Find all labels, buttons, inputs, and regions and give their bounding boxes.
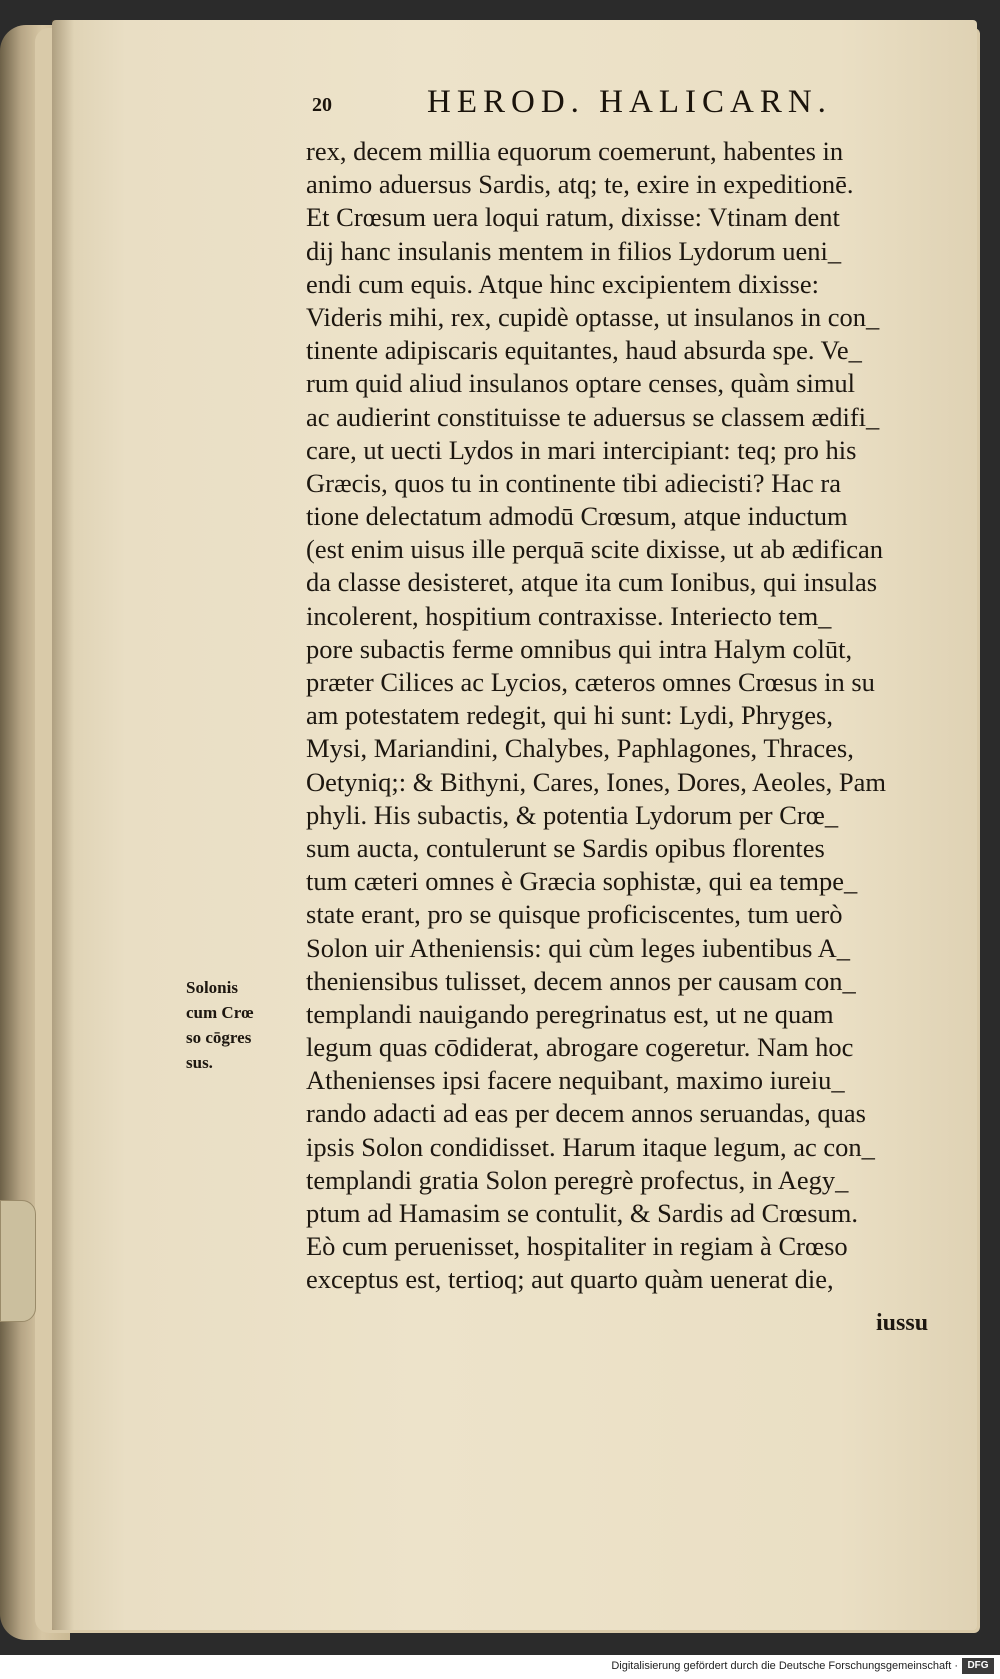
text-line: rex, decem millia equorum coemerunt, habentes in xyxy=(306,136,844,166)
text-line: endi cum equis. Atque hinc excipientem dixisse: xyxy=(306,268,819,299)
margin-note-line: Solonis xyxy=(186,978,238,997)
text-line: animo aduersus Sardis, atq; te, exire in expeditionē. xyxy=(306,169,854,200)
text-line: rando adacti ad eas per decem annos seruandas, quas xyxy=(306,1098,866,1129)
text-line: Oetyniq;: & Bithyni, Cares, Iones, Dores, Aeoles, Pam xyxy=(306,766,886,797)
page-tab xyxy=(0,1200,36,1322)
text-line: templandi gratia Solon peregrè profectus, in Aegy_ xyxy=(306,1164,849,1195)
text-line: Solon uir Atheniensis: qui cùm leges iubentibus A_ xyxy=(306,932,850,963)
margin-note-line: so cōgres xyxy=(186,1028,252,1047)
text-line: Græcis, quos tu in continente tibi adiecisti? Hac ra xyxy=(306,467,842,498)
folio-number: 20 xyxy=(312,94,332,116)
text-line: state erant, pro se quisque proficiscentes, tum uerò xyxy=(306,899,843,930)
catchword: iussu xyxy=(876,1310,929,1336)
text-line: pore subactis ferme omnibus qui intra Halym colūt, xyxy=(306,633,853,664)
text-line: ac audierint constituisse te aduersus se classem ædifi_ xyxy=(306,401,880,432)
text-line: rum quid aliud insulanos optare censes, quàm simul xyxy=(306,368,856,399)
text-line: sum aucta, contulerunt se Sardis opibus florentes xyxy=(306,832,825,863)
running-title: HEROD. HALICARN. xyxy=(427,84,832,120)
text-line: theniensibus tulisset, decem annos per causam con_ xyxy=(306,965,856,996)
text-line: Athenienses ipsi facere nequibant, maximo iureiu_ xyxy=(306,1065,845,1096)
text-line: Videris mihi, rex, cupidè optasse, ut insulanos in con_ xyxy=(306,301,880,332)
text-line: phyli. His subactis, & potentia Lydorum per Crœ_ xyxy=(306,799,839,830)
text-line: templandi nauigando peregrinatus est, ut ne quam xyxy=(306,998,834,1029)
text-line: præter Cilices ac Lycios, cæteros omnes Crœsus in su xyxy=(306,667,875,697)
footer-bar xyxy=(0,1655,1000,1679)
dfg-logo: DFG xyxy=(962,1658,994,1674)
text-line: tum cæteri omnes è Græcia sophistæ, qui ea tempe_ xyxy=(306,866,858,897)
text-line: Mysi, Mariandini, Chalybes, Paphlagones, Thraces, xyxy=(306,733,854,764)
text-line: ipsis Solon condidisset. Harum itaque legum, ac con_ xyxy=(306,1131,875,1162)
spine-shadow xyxy=(52,20,74,1630)
text-line: Et Crœsum uera loqui ratum, dixisse: Vtinam dent xyxy=(306,202,840,233)
text-line: am potestatem redegit, qui hi sunt: Lydi, Phryges, xyxy=(306,700,833,731)
text-line: incolerent, hospitium contraxisse. Interiecto tem_ xyxy=(306,600,832,631)
text-line: care, ut uecti Lydos in mari intercipiant: teq; pro his xyxy=(306,434,857,465)
margin-note-line: sus. xyxy=(186,1053,213,1072)
page-header xyxy=(312,84,892,128)
text-line: (est enim uisus ille perquā scite dixisse, ut ab ædifican xyxy=(306,534,883,565)
text-line: ptum ad Hamasim se contulit, & Sardis ad Crœsum. xyxy=(306,1198,859,1228)
margin-note xyxy=(186,975,298,1075)
text-line: tione delectatum admodū Crœsum, atque inductum xyxy=(306,501,848,532)
text-line: da classe desisteret, atque ita cum Ionibus, qui insulas xyxy=(306,567,878,598)
footer-credit: Digitalisierung gefördert durch die Deutsche Forschungsgemeinschaft · xyxy=(611,1660,958,1672)
text-line: exceptus est, tertioq; aut quarto quàm uenerat die, xyxy=(306,1264,834,1295)
text-line: dij hanc insulanis mentem in filios Lydorum ueni_ xyxy=(306,235,842,266)
text-line: Eò cum peruenisset, hospitaliter in regiam à Crœso xyxy=(306,1231,848,1262)
text-line: legum quas cōdiderat, abrogare cogeretur. Nam hoc xyxy=(306,1032,854,1063)
text-line: tinente adipiscaris equitantes, haud absurda spe. Ve_ xyxy=(306,335,862,366)
body-text xyxy=(306,135,946,1297)
margin-note-line: cum Crœ xyxy=(186,1003,254,1022)
